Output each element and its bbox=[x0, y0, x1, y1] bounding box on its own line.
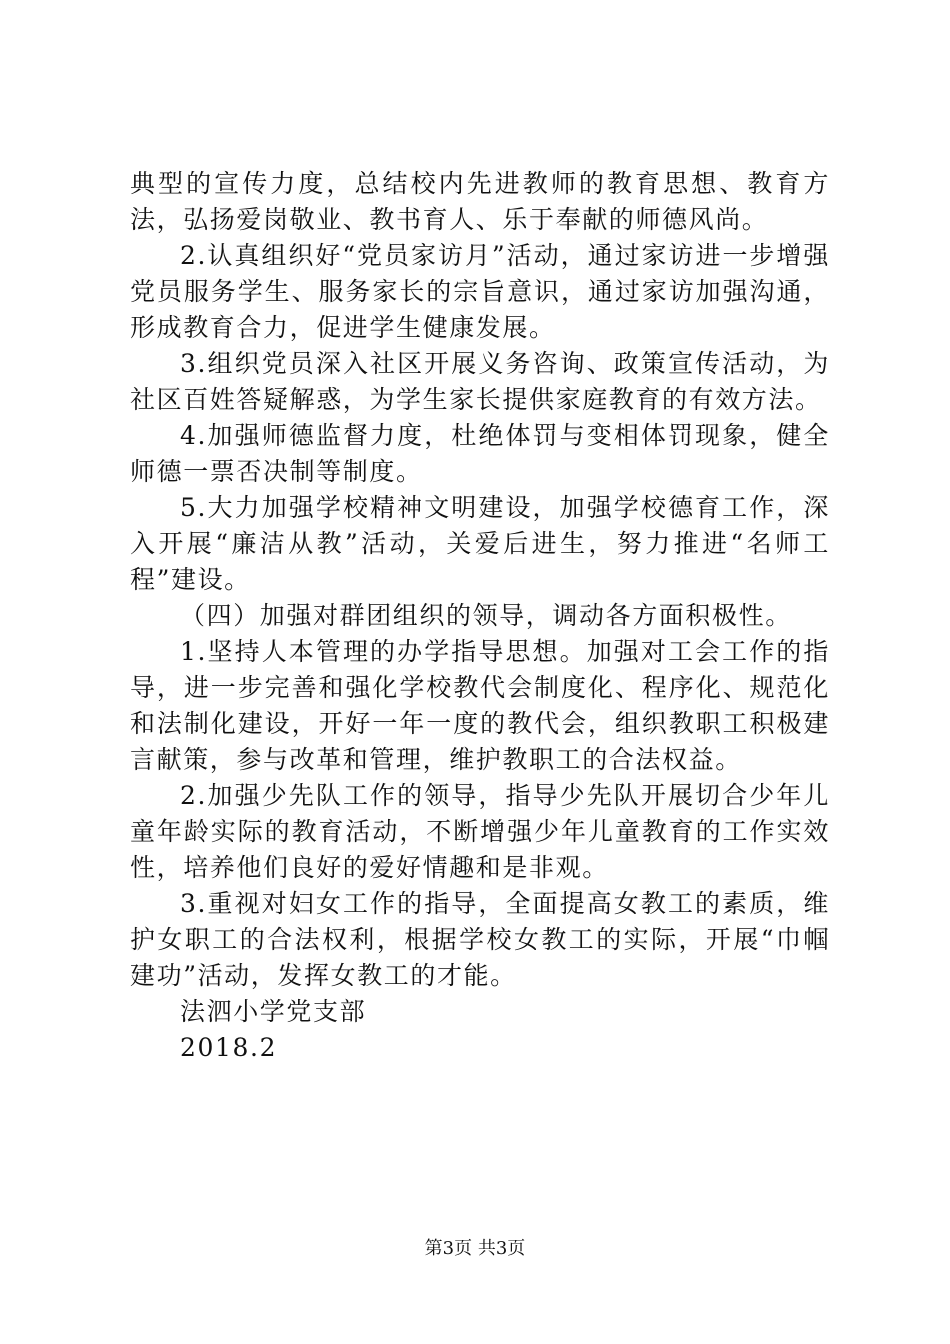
paragraph-item-5: 5.大力加强学校精神文明建设，加强学校德育工作，深入开展“廉洁从教”活动，关爱后进生，努力推进“名师工程”建设。 bbox=[130, 493, 830, 594]
signature-line: 法泗小学党支部 bbox=[180, 997, 367, 1026]
paragraph-item-2: 2.认真组织好“党员家访月”活动，通过家访进一步增强党员服务学生、服务家长的宗旨意识，通过家访加强沟通，形成教育合力，促进学生健康发展。 bbox=[130, 241, 830, 342]
paragraph-section4-item-3: 3.重视对妇女工作的指导，全面提高女教工的素质，维护女职工的合法权利，根据学校女教工的实际，开展“巾帼建功”活动，发挥女教工的才能。 bbox=[130, 889, 830, 990]
paragraph-section4-item-1: 1.坚持人本管理的办学指导思想。加强对工会工作的指导，进一步完善和强化学校教代会制度化、程序化、规范化和法制化建设，开好一年一度的教代会，组织教职工积极建言献策，参与改革和管理，维护教职工的合法权益。 bbox=[130, 637, 830, 774]
date-line: 2018.2 bbox=[180, 1033, 278, 1062]
paragraph-item-4: 4.加强师德监督力度，杜绝体罚与变相体罚现象，健全师德一票否决制等制度。 bbox=[130, 421, 830, 486]
document-body bbox=[130, 166, 830, 1066]
section-heading-4: （四）加强对群团组织的领导，调动各方面积极性。 bbox=[180, 601, 792, 630]
paragraph-item-3: 3.组织党员深入社区开展义务咨询、政策宣传活动，为社区百姓答疑解惑，为学生家长提供家庭教育的有效方法。 bbox=[130, 349, 830, 414]
paragraph-continued: 典型的宣传力度，总结校内先进教师的教育思想、教育方法，弘扬爱岗敬业、教书育人、乐于奉献的师德风尚。 bbox=[130, 169, 830, 234]
page-footer: 第3页 共3页 bbox=[424, 1238, 526, 1259]
paragraph-section4-item-2: 2.加强少先队工作的领导，指导少先队开展切合少年儿童年龄实际的教育活动，不断增强少年儿童教育的工作实效性，培养他们良好的爱好情趣和是非观。 bbox=[130, 781, 830, 882]
